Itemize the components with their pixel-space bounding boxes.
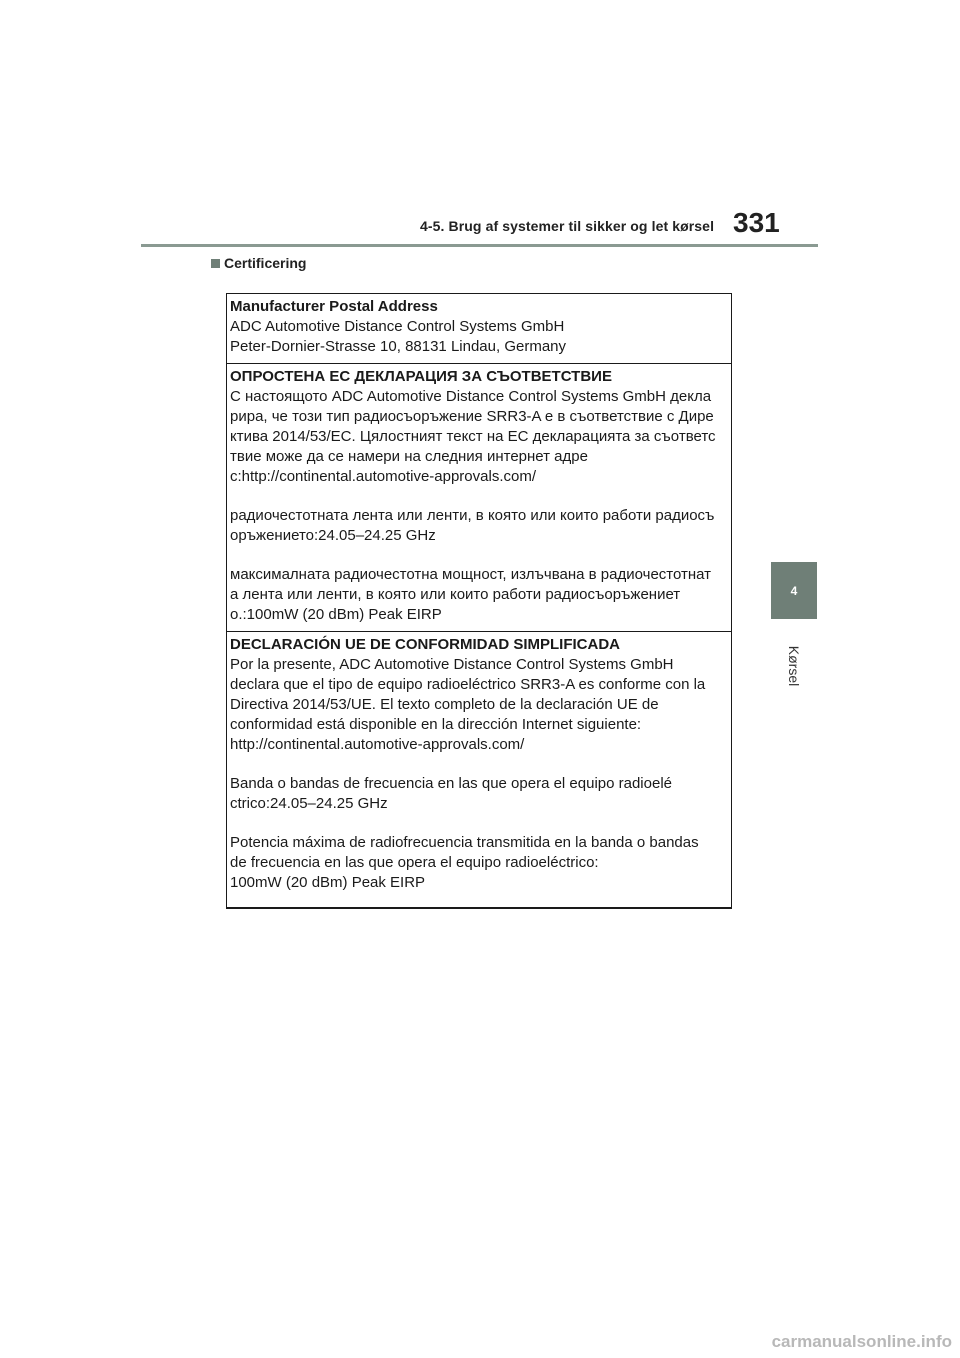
bulgarian-title: ОПРОСТЕНА ЕС ДЕКЛАРАЦИЯ ЗА СЪОТВЕТСТВИЕ — [230, 368, 612, 385]
spanish-line: Por la presente, ADC Automotive Distance Control Systems GmbH — [230, 656, 674, 673]
spanish-line: Potencia máxima de radiofrecuencia transmitida en la banda o bandas — [230, 834, 699, 851]
bulgarian-line: с:http://continental.automotive-approvals.com/ — [230, 468, 536, 485]
manufacturer-line: Peter-Dornier-Strasse 10, 88131 Lindau, Germany — [230, 338, 567, 355]
manufacturer-section — [227, 294, 731, 364]
paragraph-spacer — [230, 487, 728, 506]
bulgarian-line: твие може да се намери на следния интернет адре — [230, 448, 588, 465]
spanish-line: de frecuencia en las que opera el equipo radioeléctrico: — [230, 854, 599, 871]
bulgarian-line: С настоящото ADC Automotive Distance Control Systems GmbH декла — [230, 388, 712, 405]
certification-box — [226, 293, 732, 909]
manufacturer-title: Manufacturer Postal Address — [230, 298, 438, 315]
spanish-title: DECLARACIÓN UE DE CONFORMIDAD SIMPLIFICADA — [230, 636, 620, 653]
spanish-line: 100mW (20 dBm) Peak EIRP — [230, 874, 426, 891]
bulgarian-line: ктива 2014/53/ЕС. Цялостният текст на ЕС декларацията за съответс — [230, 428, 716, 445]
spanish-line: Banda o bandas de frecuencia en las que opera el equipo radioelé — [230, 775, 673, 792]
page-number: 331 — [733, 207, 780, 238]
spanish-section — [227, 632, 731, 907]
bulgarian-line: радиочестотната лента или ленти, в която или които работи радиосъ — [230, 507, 715, 524]
manufacturer-line: ADC Automotive Distance Control Systems GmbH — [230, 318, 565, 335]
bulgarian-line: рира, че този тип радиосъоръжение SRR3-A е в съответствие с Дире — [230, 408, 714, 425]
section-heading — [211, 255, 306, 271]
spanish-line: Directiva 2014/53/UE. El texto completo de la declaración UE de — [230, 696, 659, 713]
header-rule — [141, 244, 818, 247]
bulgarian-line: а лента или ленти, в която или които работи радиосъоръжениет — [230, 586, 681, 603]
spanish-line: http://continental.automotive-approvals.com/ — [230, 736, 525, 753]
spanish-line: conformidad está disponible en la dirección Internet siguiente: — [230, 716, 642, 733]
paragraph-spacer — [230, 755, 728, 774]
square-icon — [211, 259, 220, 268]
watermark: carmanualsonline.info — [771, 1332, 952, 1351]
header-title: 4-5. Brug af systemer til sikker og let kørsel — [420, 218, 715, 234]
side-tab-number: 4 — [790, 583, 798, 598]
side-tab-label: Kørsel — [786, 645, 802, 687]
bulgarian-line: о.:100mW (20 dBm) Peak EIRP — [230, 606, 442, 623]
section-heading-text: Certificering — [224, 255, 307, 271]
side-tab[interactable] — [771, 562, 817, 619]
bulgarian-line: оръжението:24.05–24.25 GHz — [230, 527, 436, 544]
bulgarian-section — [227, 364, 731, 632]
paragraph-spacer — [230, 814, 728, 833]
paragraph-spacer — [230, 546, 728, 565]
bulgarian-line: максималната радиочестотна мощност, излъчвана в радиочестотнат — [230, 566, 712, 583]
spanish-line: ctrico:24.05–24.25 GHz — [230, 795, 388, 812]
spanish-line: declara que el tipo de equipo radioeléctrico SRR3-A es conforme con la — [230, 676, 706, 693]
